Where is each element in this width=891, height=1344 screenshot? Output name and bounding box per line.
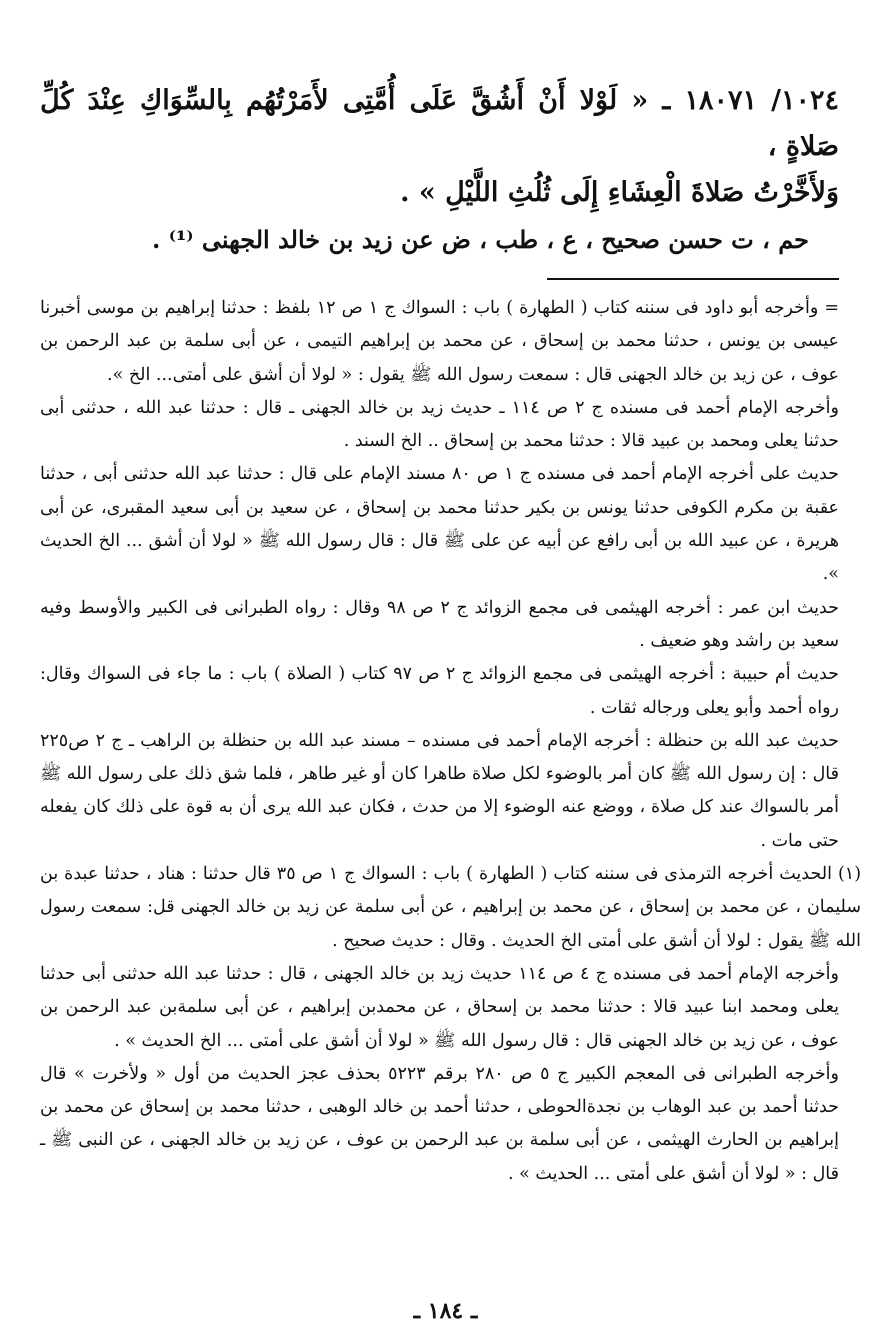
hadith-sources: حم ، ت حسن صحيح ، ع ، طب ، ض عن زيد بن خالد الجهنى ⁽¹⁾ . [152, 225, 809, 254]
footnote-paragraph: وأخرجه الإمام أحمد فى مسنده ج ٢ ص ١١٤ ـ حديث زيد بن خالد الجهنى ـ قال : حدثنا عبد الله ، حدثنى أبى حدثنا يعلى ومحمد بن عبيد قالا : حدثنا محمد بن إسحاق .. الخ السند . [40, 397, 839, 452]
footnote-paragraph: وأخرجه الإمام أحمد فى مسنده ج ٤ ص ١١٤ حديث زيد بن خالد الجهنى ، قال : حدثنا عبد الله حدثنى أبى حدثنا يعلى ومحمد ابنا عبيد قالا : حدثنا محمد بن إسحاق ، عن محمدبن إبراهيم ، عن أبى سلمةبن عبد الرحمن بن عوف ، عن زيد بن خالد الجهنى قال : قال رسول الله ﷺ « لولا أن أشق على أمتى ... الخ الحديث » . [40, 963, 839, 1051]
footnote-paragraph: وأخرجه الطبرانى فى المعجم الكبير ج ٥ ص ٢٨٠ برقم ٥٢٢٣ بحذف عجز الحديث من أول « ولأخرت » قال حدثنا أحمد بن عبد الوهاب بن نجدةالحوطى ، حدثنا أحمد بن خالد الوهبى ، حدثنا محمد بن إسحاق عن محمد بن إبراهيم بن الحارث الهيثمى ، عن أبى سلمة بن عبد الرحمن بن عوف ، عن زيد بن خالد الجهنى ، عن النبى ﷺ ـ قال : « لولا أن أشق على أمتى ... الحديث » . [40, 1063, 839, 1184]
footnote-paragraph: حديث ابن عمر : أخرجه الهيثمى فى مجمع الزوائد ج ٢ ص ٩٨ وقال : رواه الطبرانى فى الكبير والأوسط وفيه سعيد بن راشد وهو ضعيف . [40, 597, 839, 651]
hadith-line-1: ١٠٢٤/ ١٨٠٧١ ـ « لَوْلا أَنْ أَشُقَّ عَلَى أُمَّتِى لأَمَرْتُهُم بِالسِّوَاكِ عِنْدَ كُلِّ صَلاةٍ ، [40, 85, 840, 162]
page-number: ـ ١٨٤ ـ [413, 1298, 478, 1324]
footnote-paragraph: حديث أم حبيبة : أخرجه الهيثمى فى مجمع الزوائد ج ٢ ص ٩٧ كتاب ( الصلاة ) باب : ما جاء فى السواك وقال: رواه أحمد وأبو يعلى ورجاله ثقات . [40, 664, 839, 718]
footnote-paragraph: = وأخرجه أبو داود فى سننه كتاب ( الطهارة ) باب : السواك ج ١ ص ١٢ بلفظ : حدثنا إبراهيم بن موسى أخبرنا عيسى بن يونس ، حدثنا محمد بن إسحاق ، عن محمد بن إبراهيم التيمى ، عن أبى سلمة بن عبد الرحمن بن عوف ، عن زيد بن خالد الجهنى قال : سمعت رسول الله ﷺ يقول : « لولا أن أشق على أمتى... الخ ». [40, 298, 839, 385]
hadith-text [40, 78, 839, 216]
footnotes [40, 292, 862, 1191]
footnote-paragraph: حديث عبد الله بن حنظلة : أخرجه الإمام أحمد فى مسنده – مسند عبد الله بن حنظلة بن الراهب ـ ج ٢ ص٢٢٥ قال : إن رسول الله ﷺ كان أمر بالوضوء لكل صلاة طاهرا كان أو غير طاهر ، فلما شق ذلك على رسول الله ﷺ أمر بالسواك عند كل صلاة ، ووضع عنه الوضوء إلا من حدث ، فكان عبد الله يرى أن به قوة على ذلك كان يفعله حتى مات . [40, 730, 839, 851]
hadith-line-2: وَلأَخَّرْتُ صَلاةَ الْعِشَاءِ إِلَى ثُلُثِ اللَّيْلِ » . [400, 177, 839, 208]
footnote-paragraph: حديث على أخرجه الإمام أحمد فى مسنده ج ١ ص ٨٠ مسند الإمام على قال : حدثنا عبد الله حدثنى أبى ، حدثنا عقبة بن مكرم الكوفى حدثنا يونس بن بكير حدثنا محمد بن إسحاق ، عن سعيد بن أبى سعيد المقبرى، عن أبى هريرة ، عن عبيد الله بن أبى رافع عن أبيه عن على ﷺ قال : قال رسول الله ﷺ « لولا أن أشق ... الخ الحديث ». [40, 464, 839, 585]
footnote-1: (١) الحديث أخرجه الترمذى فى سننه كتاب ( الطهارة ) باب : السواك ج ١ ص ٣٥ قال حدثنا : هناد ، حدثنا عبدة بن سليمان ، عن محمد بن إسحاق ، عن محمد بن إبراهيم ، عن أبى سلمة عن زيد بن خالد الجهنى قل: سمعت رسول الله ﷺ يقول : لولا أن أشق على أمتى الخ الحديث . وقال : حديث صحيح . [40, 864, 862, 951]
footnote-divider [547, 278, 839, 280]
